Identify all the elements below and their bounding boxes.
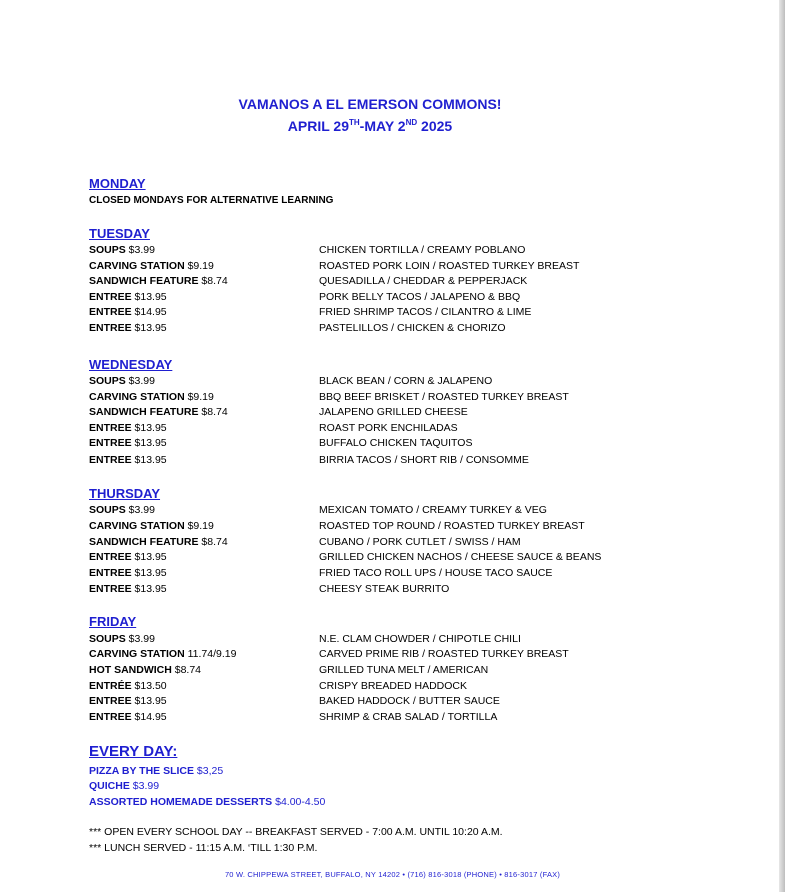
menu-item-desc: FRIED SHRIMP TACOS / CILANTRO & LIME — [319, 306, 532, 318]
monday-closed-note: CLOSED MONDAYS FOR ALTERNATIVE LEARNING — [89, 195, 334, 206]
menu-item-desc: N.E. CLAM CHOWDER / CHIPOTLE CHILI — [319, 633, 521, 645]
menu-item-label: SOUPS $3.99 — [89, 504, 155, 516]
menu-item-desc: PORK BELLY TACOS / JALAPENO & BBQ — [319, 291, 521, 303]
menu-item-desc: ROAST PORK ENCHILADAS — [319, 422, 458, 434]
menu-item-desc: CARVED PRIME RIB / ROASTED TURKEY BREAST — [319, 648, 569, 660]
menu-item-label: ENTREE $13.95 — [89, 422, 167, 434]
page-edge-shadow — [779, 0, 785, 892]
menu-item-label: ENTREE $13.95 — [89, 291, 167, 303]
menu-item-label: ENTREE $14.95 — [89, 711, 167, 723]
menu-item-desc: JALAPENO GRILLED CHEESE — [319, 406, 468, 418]
menu-item-label: ENTREE $13.95 — [89, 437, 167, 449]
menu-item-desc: BLACK BEAN / CORN & JALAPENO — [319, 375, 493, 387]
menu-item-desc: PASTELILLOS / CHICKEN & CHORIZO — [319, 322, 506, 334]
menu-item-label: ENTRÉE $13.50 — [89, 680, 167, 692]
thursday-heading: THURSDAY — [89, 486, 161, 501]
menu-item-label: SOUPS $3.99 — [89, 244, 155, 256]
menu-item-desc: CRISPY BREADED HADDOCK — [319, 680, 468, 692]
menu-item-desc: MEXICAN TOMATO / CREAMY TURKEY & VEG — [319, 504, 547, 516]
hours-note: *** OPEN EVERY SCHOOL DAY -- BREAKFAST SERVED - 7:00 A.M. UNTIL 10:20 A.M. — [89, 826, 503, 838]
menu-item-desc: CHICKEN TORTILLA / CREAMY POBLANO — [319, 244, 526, 256]
wednesday-heading: WEDNESDAY — [89, 357, 173, 372]
menu-item-desc: FRIED TACO ROLL UPS / HOUSE TACO SAUCE — [319, 567, 553, 579]
menu-item-desc: BUFFALO CHICKEN TAQUITOS — [319, 437, 473, 449]
menu-item-label: CARVING STATION $9.19 — [89, 391, 214, 403]
menu-title: VAMANOS A EL EMERSON COMMONS! — [238, 96, 502, 112]
everyday-heading: EVERY DAY: — [89, 743, 178, 760]
menu-item-label: SOUPS $3.99 — [89, 375, 155, 387]
everyday-item: ASSORTED HOMEMADE DESSERTS $4.00-4.50 — [89, 796, 326, 808]
menu-item-label: HOT SANDWICH $8.74 — [89, 664, 202, 676]
menu-item-desc: BIRRIA TACOS / SHORT RIB / CONSOMME — [319, 454, 529, 466]
everyday-item: PIZZA BY THE SLICE $3,25 — [89, 765, 224, 777]
menu-item-label: CARVING STATION $9.19 — [89, 520, 214, 532]
tuesday-heading: TUESDAY — [89, 226, 150, 241]
footer-address: 70 W. CHIPPEWA STREET, BUFFALO, NY 14202 • (716) 816-3018 (PHONE) • 816-3017 (FAX) — [224, 870, 561, 879]
menu-item-desc: CUBANO / PORK CUTLET / SWISS / HAM — [319, 536, 521, 548]
menu-item-label: CARVING STATION $9.19 — [89, 260, 214, 272]
menu-item-label: ENTREE $13.95 — [89, 567, 167, 579]
menu-item-label: ENTREE $13.95 — [89, 583, 167, 595]
menu-item-label: ENTREE $13.95 — [89, 551, 167, 563]
menu-item-desc: ROASTED TOP ROUND / ROASTED TURKEY BREAST — [319, 520, 585, 532]
menu-item-label: SANDWICH FEATURE $8.74 — [89, 406, 228, 418]
menu-item-label: SOUPS $3.99 — [89, 633, 155, 645]
monday-heading: MONDAY — [89, 176, 146, 191]
menu-item-desc: GRILLED TUNA MELT / AMERICAN — [319, 664, 489, 676]
everyday-item: QUICHE $3.99 — [89, 780, 160, 792]
menu-item-desc: GRILLED CHICKEN NACHOS / CHEESE SAUCE & BEANS — [319, 551, 602, 563]
menu-item-label: ENTREE $13.95 — [89, 695, 167, 707]
menu-item-desc: BAKED HADDOCK / BUTTER SAUCE — [319, 695, 500, 707]
menu-date-range: APRIL 29TH-MAY 2ND 2025 — [287, 118, 453, 134]
menu-item-label: SANDWICH FEATURE $8.74 — [89, 536, 228, 548]
menu-item-desc: QUESADILLA / CHEDDAR & PEPPERJACK — [319, 275, 528, 287]
menu-item-label: SANDWICH FEATURE $8.74 — [89, 275, 228, 287]
menu-item-label: ENTREE $14.95 — [89, 306, 167, 318]
menu-item-desc: BBQ BEEF BRISKET / ROASTED TURKEY BREAST — [319, 391, 569, 403]
menu-item-desc: ROASTED PORK LOIN / ROASTED TURKEY BREAST — [319, 260, 580, 272]
menu-item-desc: CHEESY STEAK BURRITO — [319, 583, 450, 595]
menu-item-label: CARVING STATION 11.74/9.19 — [89, 648, 237, 660]
menu-item-label: ENTREE $13.95 — [89, 322, 167, 334]
hours-note: *** LUNCH SERVED - 11:15 A.M. ‘TILL 1:30 P.M. — [89, 842, 318, 854]
friday-heading: FRIDAY — [89, 614, 137, 629]
menu-item-desc: SHRIMP & CRAB SALAD / TORTILLA — [319, 711, 498, 723]
menu-item-label: ENTREE $13.95 — [89, 454, 167, 466]
